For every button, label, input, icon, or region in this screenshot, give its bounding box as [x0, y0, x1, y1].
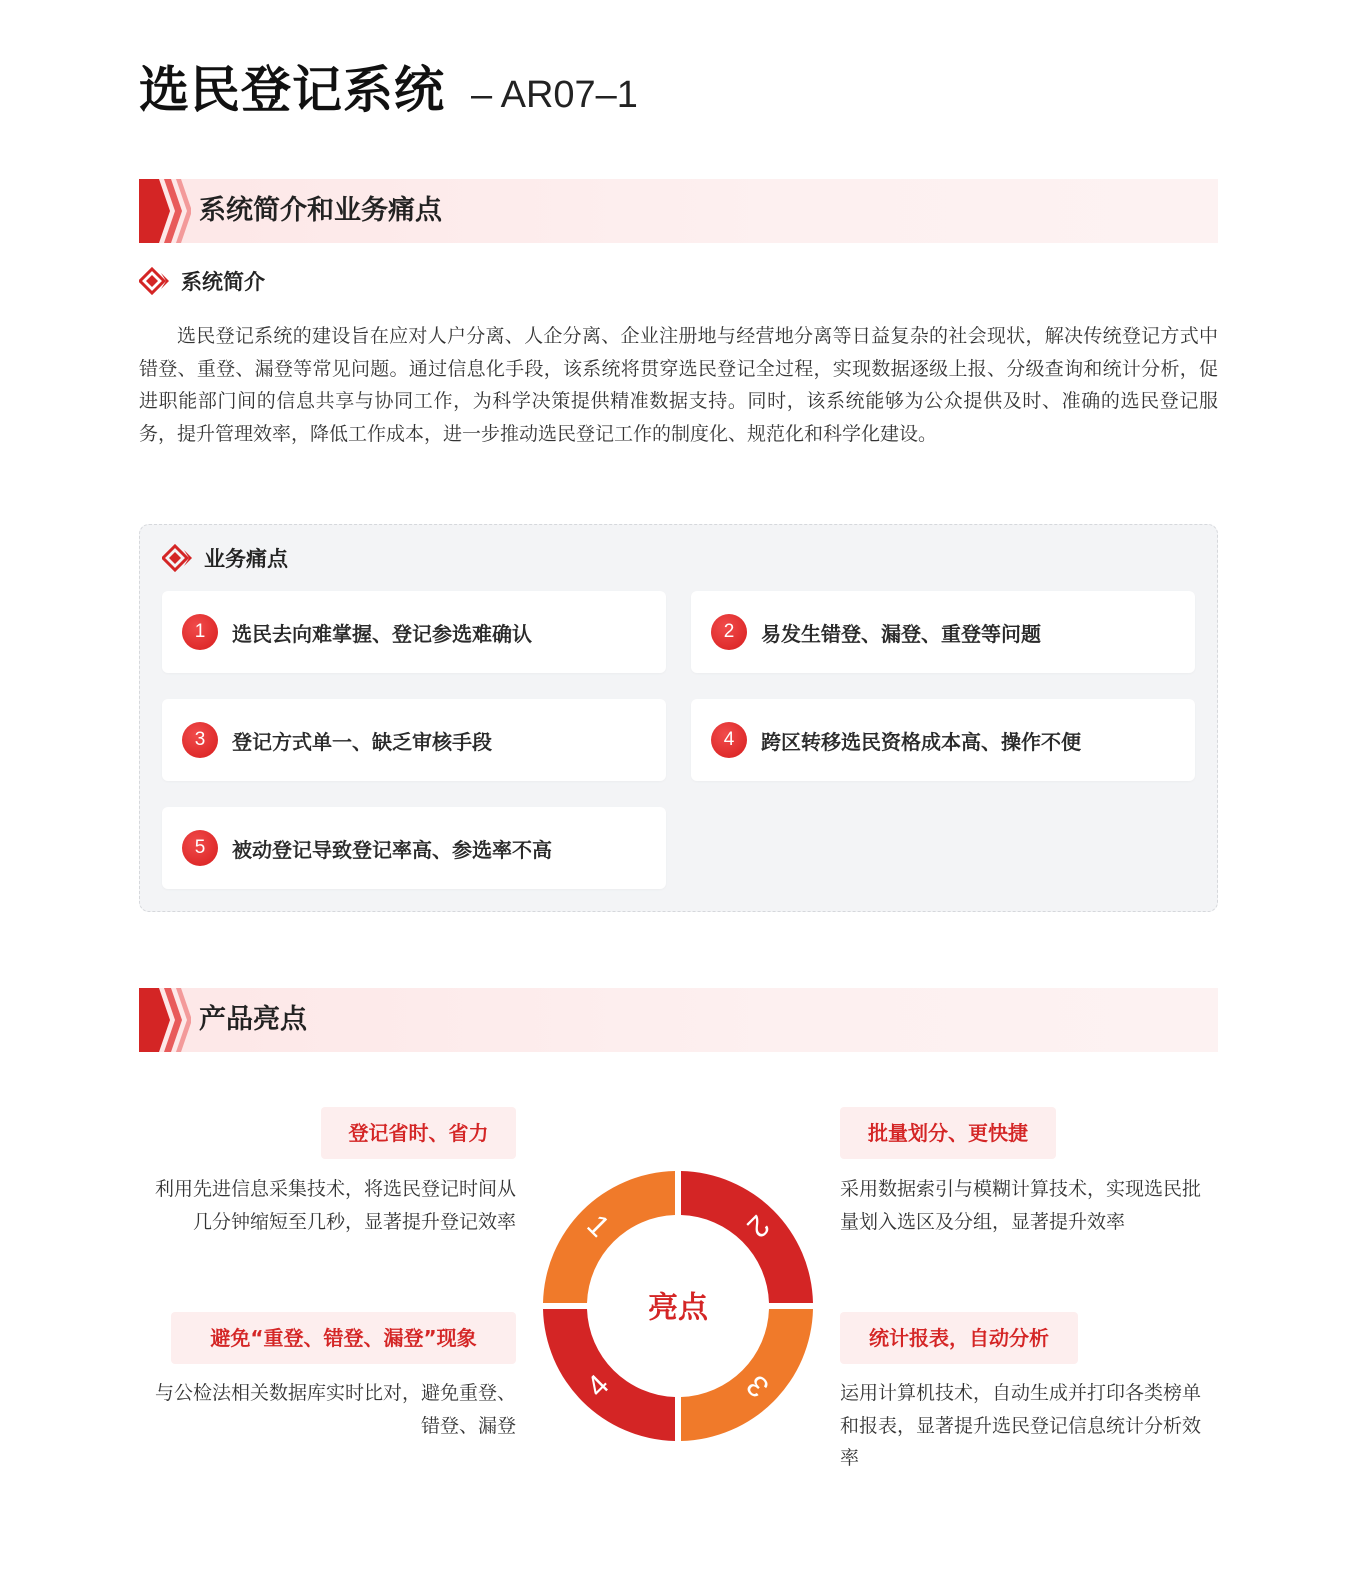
highlight-tag: 登记省时、省力	[321, 1107, 516, 1159]
highlights-donut	[540, 1168, 816, 1444]
highlight-desc: 运用计算机技术，自动生成并打印各类榜单和报表，显著提升选民登记信息统计分析效率	[840, 1382, 1202, 1470]
pain-points-panel	[139, 524, 1218, 912]
highlight-tag: 批量划分、更快捷	[840, 1107, 1056, 1159]
red-diamond-icon	[162, 544, 196, 572]
highlight-desc: 采用数据索引与模糊计算技术，实现选民批量划入选区及分组，显著提升效率	[840, 1178, 1202, 1233]
donut-label-3: 3	[740, 1368, 776, 1404]
section-header-intro	[139, 179, 1218, 243]
pain-subtitle-label: 业务痛点	[204, 547, 288, 571]
intro-subtitle	[139, 266, 265, 296]
donut-segment-3	[681, 1309, 813, 1441]
highlight-tag: 避免“重登、错登、漏登”现象	[171, 1312, 516, 1364]
pain-card	[691, 699, 1195, 781]
pain-number-badge: 5	[182, 830, 218, 866]
pain-subtitle	[162, 543, 288, 573]
pain-number-badge: 1	[182, 614, 218, 650]
page-title-main: 选民登记系统	[139, 61, 445, 119]
red-diamond-icon	[139, 267, 173, 295]
pain-card	[162, 699, 666, 781]
donut-label-1: 1	[580, 1208, 616, 1244]
pain-text: 选民去向难掌握、登记参选难确认	[232, 621, 532, 646]
pain-text: 易发生错登、漏登、重登等问题	[761, 621, 1041, 646]
intro-subtitle-label: 系统简介	[181, 270, 265, 294]
intro-paragraph: 选民登记系统的建设旨在应对人户分离、人企分离、企业注册地与经营地分离等日益复杂的社会现状，解决传统登记方式中错登、重登、漏登等常见问题。通过信息化手段，该系统将贯穿选民登记全过程，实现数据逐级上报、分级查询和统计分析，促进职能部门间的信息共享与协同工作，为科学决策提供精准数据支持。同时，该系统能够为公众提供及时、准确的选民登记服务，提升管理效率，降低工作成本，进一步推动选民登记工作的制度化、规范化和科学化建设。	[139, 325, 1218, 445]
red-chevron-icon	[139, 988, 191, 1052]
pain-text: 被动登记导致登记率高、参选率不高	[232, 837, 552, 862]
donut-segment-2	[681, 1171, 813, 1303]
section-title: 产品亮点	[199, 1004, 307, 1035]
pain-text: 登记方式单一、缺乏审核手段	[232, 729, 492, 754]
highlight-tag: 统计报表，自动分析	[840, 1312, 1078, 1364]
pain-text: 跨区转移选民资格成本高、操作不便	[761, 729, 1081, 754]
section-header-highlights	[139, 988, 1218, 1052]
page-title	[139, 50, 638, 119]
donut-center-label: 亮点	[648, 1290, 708, 1326]
pain-number-badge: 3	[182, 722, 218, 758]
highlight-desc: 利用先进信息采集技术，将选民登记时间从几分钟缩短至几秒，显著提升登记效率	[154, 1178, 516, 1233]
highlight-desc: 与公检法相关数据库实时比对，避免重登、错登、漏登	[154, 1382, 516, 1437]
page-title-code: – AR07–1	[471, 74, 638, 116]
section-title: 系统简介和业务痛点	[199, 195, 442, 226]
red-chevron-icon	[139, 179, 191, 243]
donut-segment-1	[543, 1171, 675, 1303]
donut-segment-4	[543, 1309, 675, 1441]
donut-label-2: 2	[740, 1208, 776, 1244]
pain-number-badge: 4	[711, 722, 747, 758]
donut-label-4: 4	[580, 1368, 616, 1404]
pain-card	[162, 807, 666, 889]
pain-card	[691, 591, 1195, 673]
pain-number-badge: 2	[711, 614, 747, 650]
pain-card	[162, 591, 666, 673]
